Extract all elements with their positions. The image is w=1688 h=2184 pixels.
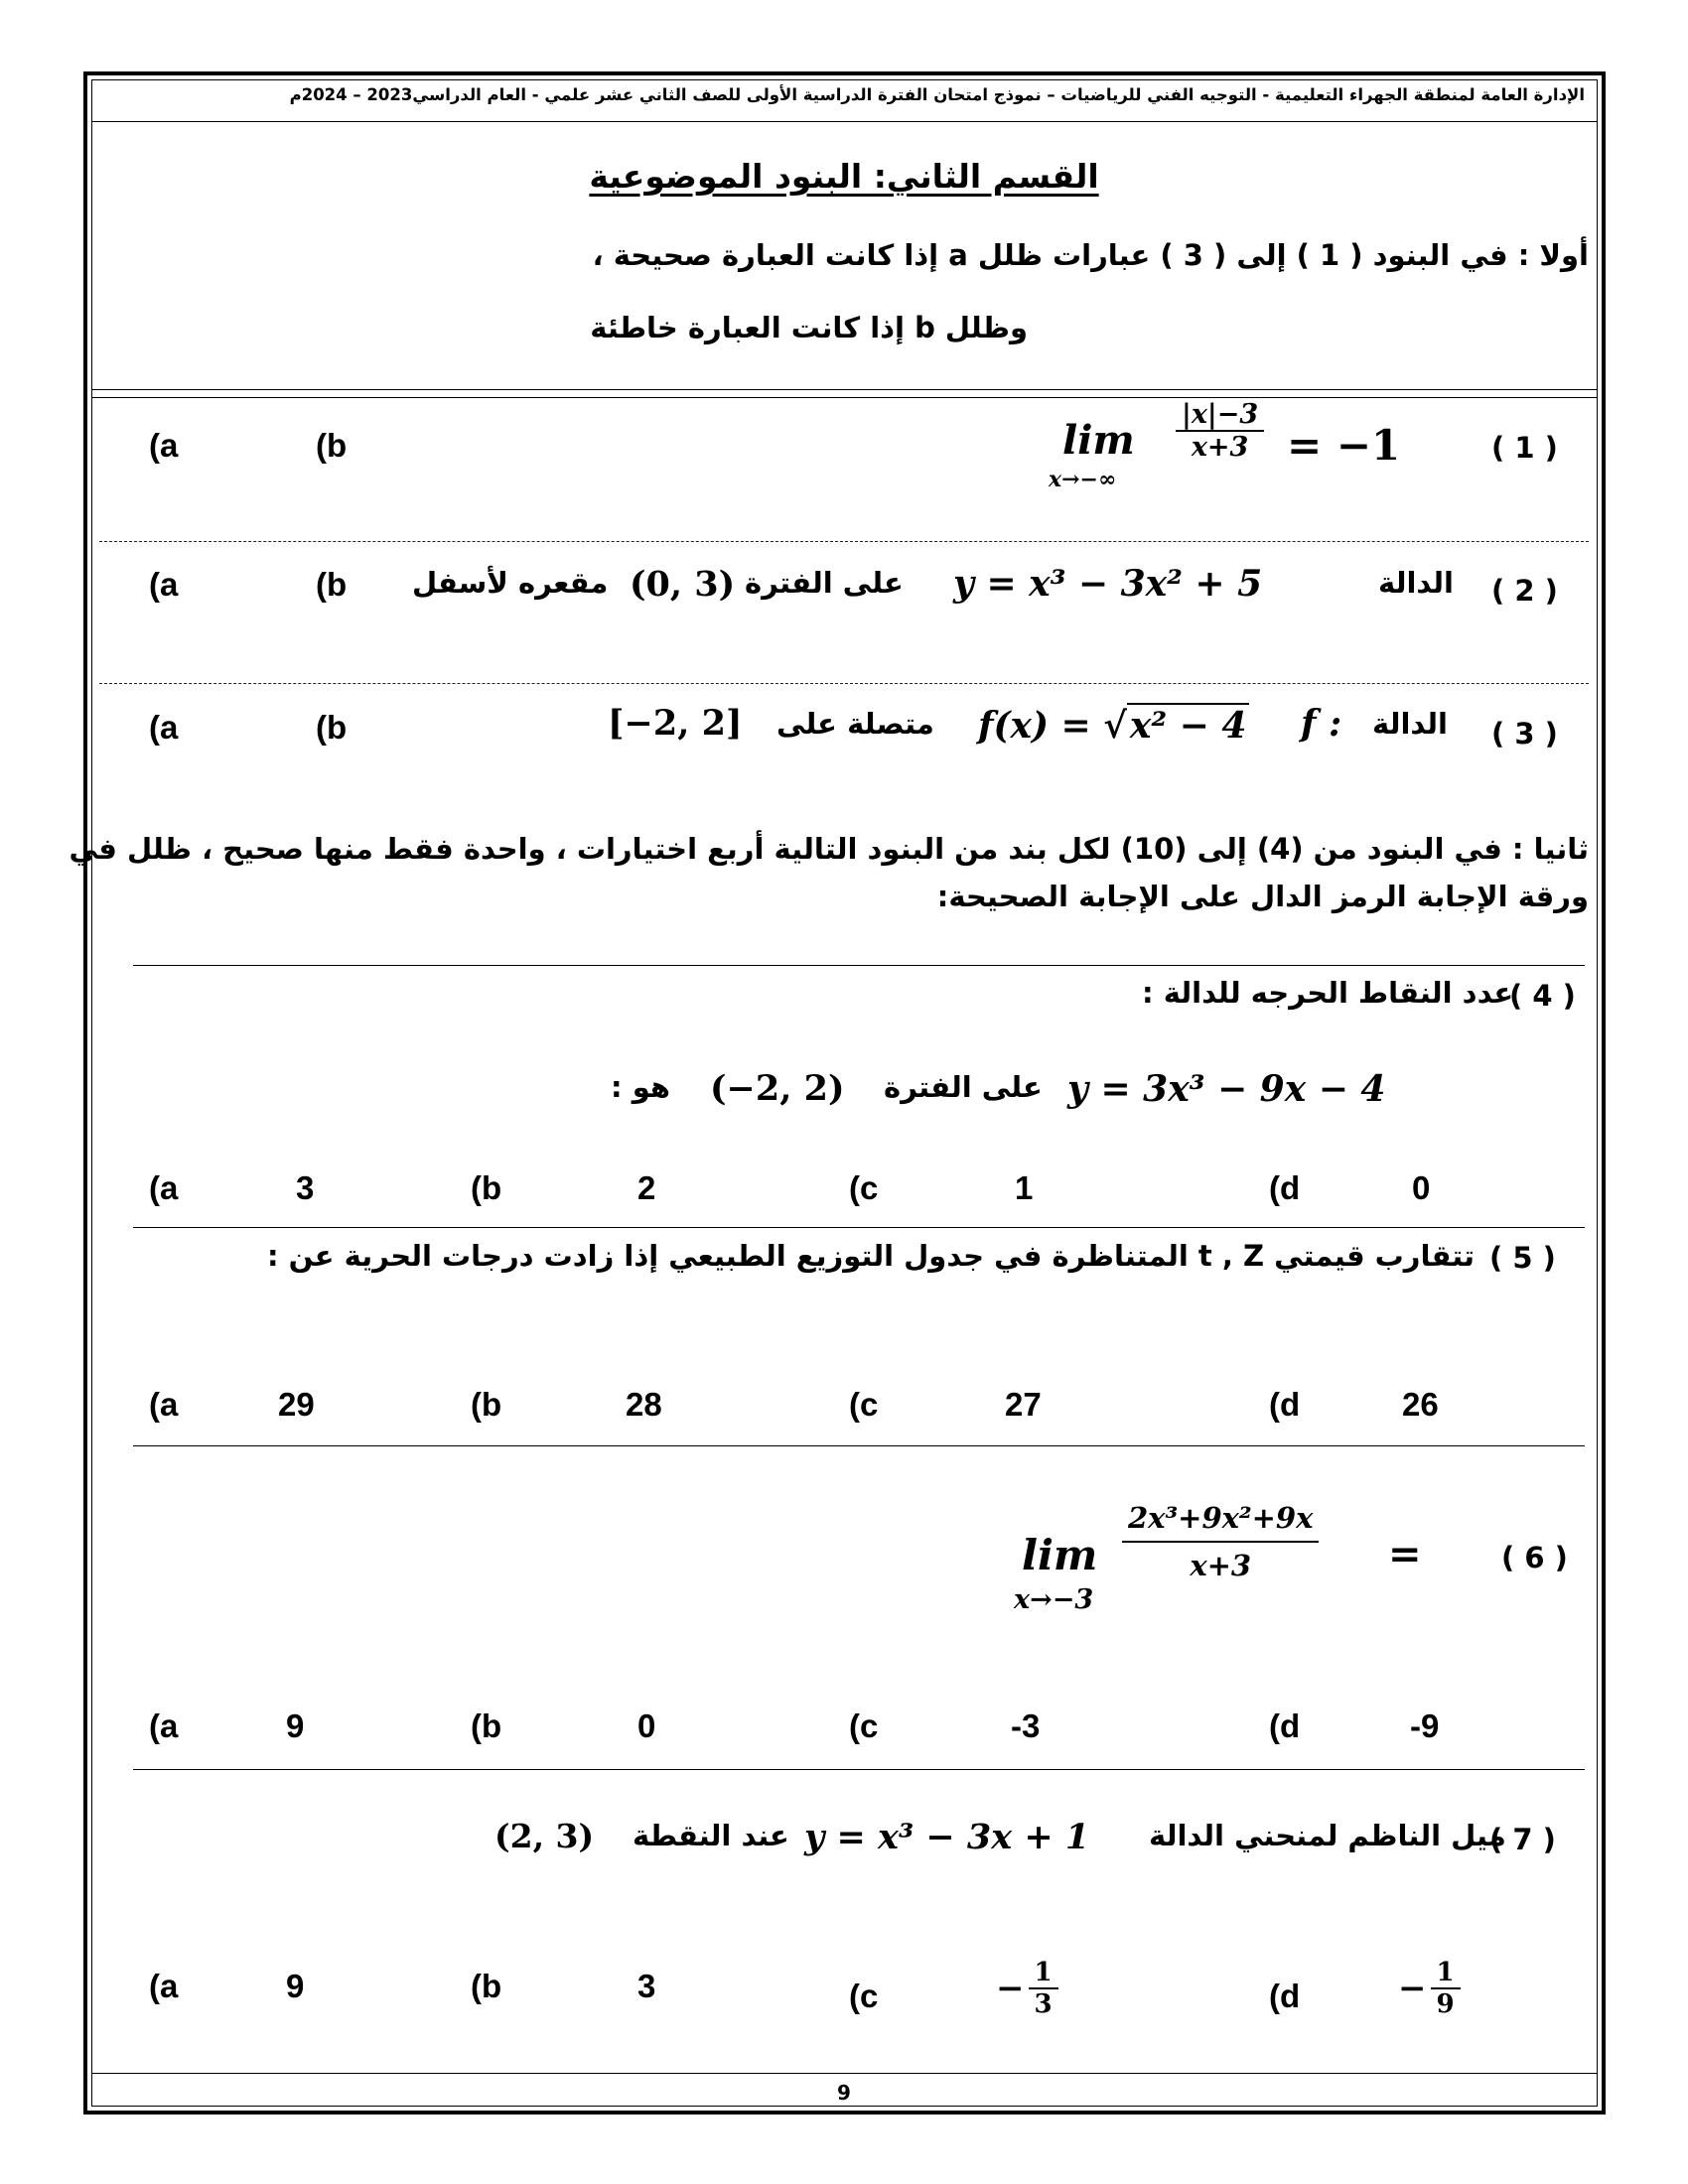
item-4-option-c[interactable]: (c: [849, 1169, 879, 1206]
option-letter: a: [160, 709, 179, 746]
item-3-cont-text: متصلة على: [776, 707, 934, 741]
part1-instruction-1: أولا : في البنود ( 1 ) إلى ( 3 ) عبارات ظلل a إذا كانت العبارة صحيحة ،: [592, 238, 1589, 272]
item-7-point-text: عند النقطة: [633, 1819, 789, 1852]
item-3-number: ( 3 ): [1491, 717, 1558, 751]
fraction-numerator: |x|−3: [1176, 399, 1264, 432]
item-1-number: ( 1 ): [1491, 431, 1558, 465]
item-4-option-b[interactable]: (b: [471, 1169, 502, 1206]
item-7-option-a[interactable]: (a: [149, 1968, 179, 2004]
option-letter: b: [482, 1968, 502, 2004]
fraction-numerator: 2x³+9x²+9x: [1122, 1501, 1319, 1543]
item-4-value-b: 2: [637, 1169, 656, 1206]
item-1-option-b[interactable]: (b: [316, 427, 348, 464]
item-6-option-d[interactable]: (d: [1269, 1707, 1301, 1744]
header-divider: [91, 121, 1598, 122]
divider: [91, 389, 1598, 390]
item-2-interval: (0, 3): [630, 564, 736, 605]
item-7-option-b[interactable]: (b: [471, 1968, 502, 2004]
rhs: = −1: [1287, 421, 1401, 470]
item-4-value-d: 0: [1412, 1169, 1431, 1206]
option-letter: a: [160, 1968, 179, 2004]
minus-sign: −: [996, 1969, 1025, 2008]
item-6-math: [1008, 1499, 1465, 1618]
item-7-option-d[interactable]: (d: [1269, 1978, 1301, 2014]
option-letter: a: [160, 1169, 179, 1206]
item-3-fname: f :: [1301, 703, 1342, 745]
divider: [133, 1445, 1585, 1446]
item-7-option-c[interactable]: (c: [849, 1978, 879, 2014]
item-5-option-c[interactable]: (c: [849, 1386, 879, 1423]
item-7-number: ( 7 ): [1489, 1823, 1556, 1856]
item-2-end-text: مقعره لأسفل: [412, 566, 609, 600]
option-letter: c: [860, 1978, 879, 2014]
item-3-option-a[interactable]: (a: [149, 709, 179, 746]
item-5-text: تتقارب قيمتي t , Z المتناظرة في جدول التوزيع الطبيعي إذا زادت درجات الحرية عن :: [266, 1239, 1475, 1273]
option-letter: b: [482, 1707, 502, 1744]
option-letter: c: [860, 1707, 879, 1744]
option-letter: b: [482, 1169, 502, 1206]
part2-instruction-1: ثانيا : في البنود من (4) إلى (10) لكل بند من البنود التالية أربع اختيارات ، واحدة فقط منها صحيح ، ظلل في: [69, 832, 1589, 866]
item-6-option-c[interactable]: (c: [849, 1707, 879, 1744]
item-3-expression: [978, 703, 1249, 747]
lim-label: lim: [1022, 1531, 1098, 1579]
divider: [133, 1769, 1585, 1770]
dashed-divider: [99, 541, 1589, 542]
option-letter: a: [160, 1386, 179, 1423]
option-letter: a: [160, 427, 179, 464]
option-letter: d: [1280, 1707, 1301, 1744]
option-letter: b: [327, 709, 348, 746]
item-1-math: [1049, 395, 1426, 494]
item-1-option-a[interactable]: (a: [149, 427, 179, 464]
part1-instruction-2: وظلل b إذا كانت العبارة خاطئة: [590, 311, 1028, 344]
item-7-value-a: 9: [286, 1968, 305, 2004]
option-letter: b: [327, 566, 348, 603]
item-4-number: ( 4 ): [1509, 979, 1576, 1013]
footer-divider: [91, 2073, 1598, 2074]
item-4-option-a[interactable]: (a: [149, 1169, 179, 1206]
option-letter: d: [1280, 1978, 1301, 2014]
rhs: =: [1388, 1531, 1422, 1577]
item-6-option-a[interactable]: (a: [149, 1707, 179, 1744]
page-number: 9: [837, 2081, 851, 2105]
option-letter: c: [860, 1169, 879, 1206]
item-2-number: ( 2 ): [1491, 574, 1558, 608]
item-6-number: ( 6 ): [1501, 1541, 1568, 1574]
section-title: القسم الثاني: البنود الموضوعية: [589, 157, 1099, 196]
fraction-numerator: 1: [1431, 1958, 1461, 1989]
option-letter: a: [160, 1707, 179, 1744]
lim-subscript: x→−∞: [1049, 467, 1117, 492]
item-6-value-b: 0: [637, 1707, 656, 1744]
item-6-value-a: 9: [286, 1707, 305, 1744]
fraction: [1122, 1501, 1319, 1582]
item-4-text: عدد النقاط الحرجه للدالة :: [1142, 976, 1514, 1010]
item-7-value-b: 3: [637, 1968, 656, 2004]
item-4-option-d[interactable]: (d: [1269, 1169, 1301, 1206]
item-7-value-c: [996, 1958, 1058, 2019]
divider: [133, 965, 1585, 966]
dashed-divider: [99, 683, 1589, 684]
fraction-denominator: x+3: [1191, 432, 1249, 463]
item-4-expression: y = 3x³ − 9x − 4: [1067, 1068, 1386, 1110]
item-4-interval: (−2, 2): [710, 1068, 845, 1109]
item-5-value-b: 28: [626, 1386, 662, 1423]
item-2-option-b[interactable]: (b: [316, 566, 348, 603]
item-3-label: الدالة: [1372, 707, 1448, 741]
item-5-option-d[interactable]: (d: [1269, 1386, 1301, 1423]
fraction-numerator: 1: [1029, 1958, 1058, 1989]
option-letter: b: [327, 427, 348, 464]
item-5-value-a: 29: [278, 1386, 315, 1423]
item-2-label: الدالة: [1378, 566, 1454, 600]
item-5-option-b[interactable]: (b: [471, 1386, 502, 1423]
item-3-interval: [−2, 2]: [608, 703, 743, 744]
item-2-expression: y = x³ − 3x² + 5: [953, 563, 1263, 605]
fraction-denominator: 3: [1034, 1989, 1053, 2019]
item-6-value-c: -3: [1011, 1707, 1041, 1744]
item-7-text: ميل الناظم لمنحني الدالة: [1149, 1819, 1506, 1852]
divider: [133, 1227, 1585, 1228]
item-5-number: ( 5 ): [1489, 1241, 1556, 1275]
item-4-value-c: 1: [1015, 1169, 1034, 1206]
expr-left: f(x) = √: [978, 705, 1127, 747]
option-letter: d: [1280, 1169, 1301, 1206]
fraction-denominator: x+3: [1190, 1549, 1252, 1582]
item-5-option-a[interactable]: (a: [149, 1386, 179, 1423]
item-4-value-a: 3: [296, 1169, 315, 1206]
minus-sign: −: [1398, 1969, 1427, 2008]
part2-instruction-2: ورقة الإجابة الرمز الدال على الإجابة الصحيحة:: [936, 880, 1589, 913]
lim-label: lim: [1062, 417, 1135, 464]
page-header: الإدارة العامة لمنطقة الجهراء التعليمية - التوجيه الفني للرياضيات – نموذج امتحان الفترة الدراسية الأولى للصف الثاني عشر علمي - العام الدراسي2023 – 2024م: [289, 85, 1585, 104]
item-4-end-text: هو :: [611, 1070, 670, 1104]
lim-subscript: x→−3: [1014, 1584, 1094, 1615]
item-2-interval-text: على الفترة: [745, 566, 904, 600]
item-7-expression: y = x³ − 3x + 1: [804, 1817, 1090, 1857]
item-6-value-d: -9: [1410, 1707, 1440, 1744]
item-6-option-b[interactable]: (b: [471, 1707, 502, 1744]
option-letter: c: [860, 1386, 879, 1423]
item-3-option-b[interactable]: (b: [316, 709, 348, 746]
item-7-value-d: [1398, 1958, 1461, 2019]
item-5-value-d: 26: [1402, 1386, 1439, 1423]
item-2-option-a[interactable]: (a: [149, 566, 179, 603]
option-letter: b: [482, 1386, 502, 1423]
item-4-interval-text: على الفترة: [884, 1070, 1043, 1104]
fraction: [1176, 399, 1264, 463]
option-letter: d: [1280, 1386, 1301, 1423]
fraction-denominator: 9: [1436, 1989, 1455, 2019]
option-letter: a: [160, 566, 179, 603]
item-5-value-c: 27: [1005, 1386, 1042, 1423]
item-7-point: (2, 3): [494, 1817, 595, 1855]
radicand: x² − 4: [1127, 703, 1250, 747]
